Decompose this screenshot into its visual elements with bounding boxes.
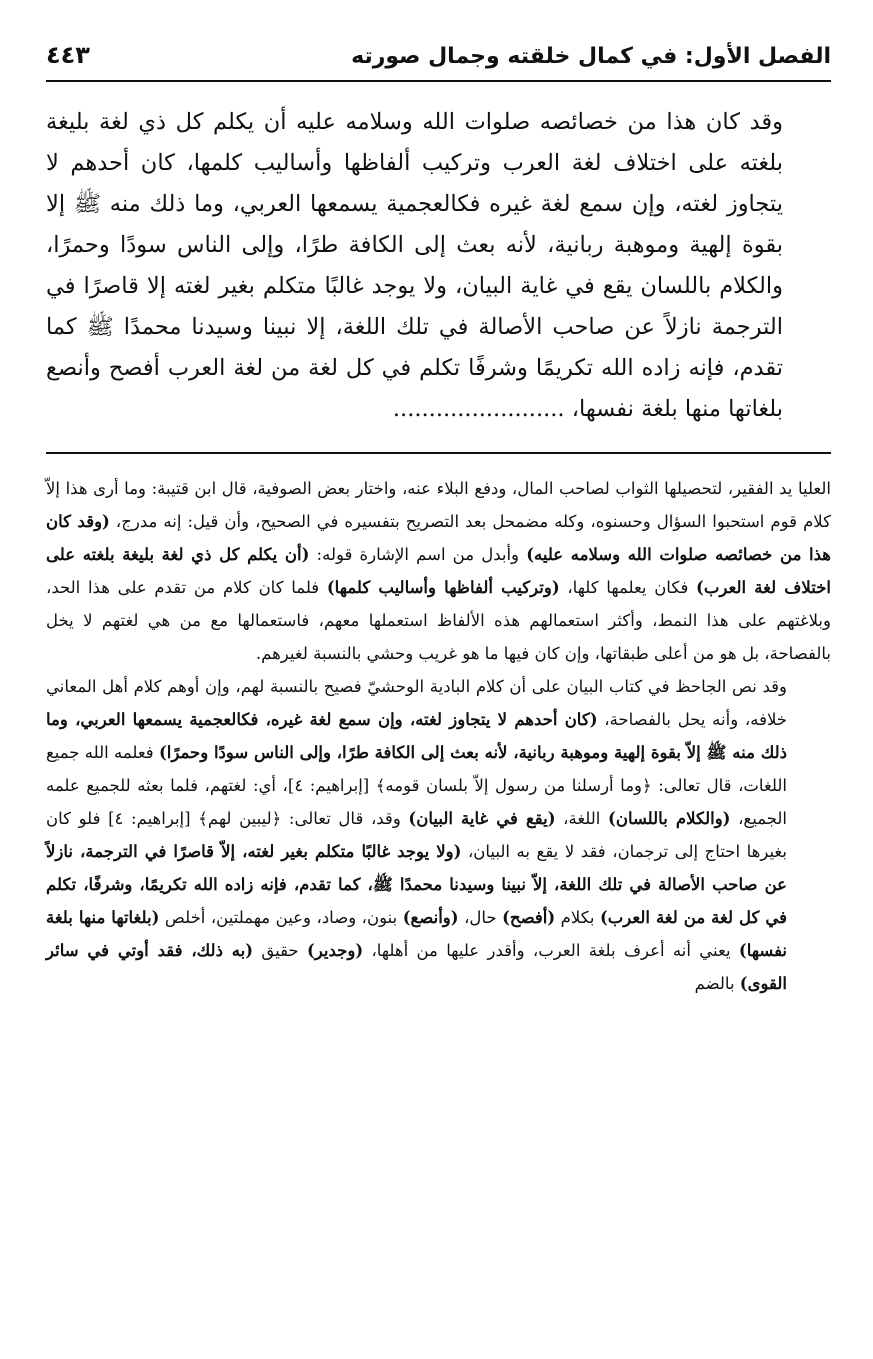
commentary-text-run: بنون، وصاد، وعين مهملتين، أخلص [159,908,403,927]
commentary-text-run: يعني أنه أعرف بلغة العرب، وأقدر عليها من أهلها، [363,941,739,960]
commentary-text-run: اللغة، [555,809,609,828]
page-header [46,30,831,82]
main-paragraph [46,102,831,430]
quoted-matn: (بلغاتها منها بلغة نفسها) [46,908,788,960]
commentary-text-run: العليا يد الفقير، لتحصيلها الثواب لصاحب المال، ودفع البلاء عنه، واختار بعض الصوفية، قال ابن قتيبة: وما أرى هذا إلاّ كلام قوم استحبوا السؤال وحسنوه، وكله مضمحل بعد التصريح بتفسيره في الصحيح، وأن قيل: إنه مدرج، [46,479,831,531]
quoted-matn: (به ذلك، فقد أوتي في سائر القوى) [46,941,787,993]
quoted-matn: (وقد كان هذا من خصائصه صلوات الله وسلامه عليه) [46,512,832,564]
commentary-text-run: فعلمه الله جميع اللغات، قال تعالى: ﴿وما أرسلنا من رسول إلاّ بلسان قومه﴾ [إبراهيم: ٤]، أي: لغتهم، فلما بعثه للجميع علمه الجميع، [46,743,787,828]
page-number: ٤٤٣ [46,41,90,69]
quoted-matn: (أفصح) [502,908,556,927]
commentary-text-run: فلما كان كلام من تقدم على هذا الحد، وبلاغتهم على هذا النمط، وأكثر استعمالهم هذه الألفاظ استعملها معهم، فاستعمالها مع من هي لغتهم لا يخل بالفصاحة، بل هو من أعلى طبقاتها، وإن كان فيها ما هو غريب وحشي بالنسبة لغيرهم. [46,578,831,663]
quoted-matn: (وتركيب ألفاظها وأساليب كلمها) [326,578,560,597]
main-text [46,102,831,430]
commentary-text-run: وقد نص الجاحظ في كتاب البيان على أن كلام البادية الوحشيّ فصيح بالنسبة لهم، وإن أوهم كلام أهل المعاني خلافه، وأنه يحل بالفصاحة، [46,677,788,729]
commentary-text-run: وقد، قال تعالى: ﴿ليبين لهم﴾ [إبراهيم: ٤] فلو كان بغيرها احتاج إلى ترجمان، فقد لا يقع به البيان، [46,809,787,861]
commentary-text-run: وأبدل من اسم الإشارة قوله: [309,545,527,564]
footnote-separator [46,452,831,454]
quoted-matn: (أن يكلم كل ذي لغة بليغة بلغته على اختلاف لغة العرب) [46,545,831,597]
commentary-text-run: فكان يعلمها كلها، [559,578,697,597]
quoted-matn: (وأنصع) [402,908,459,927]
main-paragraph-text: وقد كان هذا من خصائصه صلوات الله وسلامه عليه أن يكلم كل ذي لغة بليغة بلغته على اختلاف لغة العرب وتركيب ألفاظها وأساليب كلمها، كان أحدهم لا يتجاوز لغته، وإن سمع لغة غيره فكالعجمية يسمعها العربي، وما ذلك منه ﷺ إلا بقوة إلهية وموهبة ربانية، لأنه بعث إلى الكافة طرًا، وإلى الناس سودًا وحمرًا، والكلام باللسان يقع في غاية البيان، ولا يوجد غالبًا متكلم بغير لغته إلا قاصرًا في الترجمة نازلاً عن صاحب الأصالة في تلك اللغة، إلا نبينا وسيدنا محمدًا ﷺ كما تقدم، فإنه زاده الله تكريمًا وشرفًا تكلم في كل لغة من لغة العرب أفصح وأنصع بلغاتها منها بلغة نفسها، [46,109,783,422]
chapter-title: الفصل الأول: في كمال خلقته وجمال صورته [351,44,831,69]
quoted-matn: (وجدير) [306,941,364,960]
book-page [46,30,831,1000]
quoted-matn: (كان أحدهم لا يتجاوز لغته، وإن سمع لغة غيره، فكالعجمية يسمعها العربي، وما ذلك منه ﷺ إلاّ بقوة إلهية وموهبة ربانية، لأنه بعث إلى الكافة طرًا، وإلى الناس سودًا وحمرًا) [46,710,787,762]
quoted-matn: (يقع في غاية البيان) [408,809,556,828]
commentary-text [46,472,831,1000]
commentary-text-run: حقيق [253,941,307,960]
commentary-text-run: بالضم [694,974,740,993]
commentary-text-run: حال، [458,908,503,927]
quoted-matn: (ولا يوجد غالبًا متكلم بغير لغته، إلاّ قاصرًا في الترجمة، نازلاً عن صاحب الأصالة في تلك اللغة، إلاّ نبينا وسيدنا محمدًا ﷺ، كما تقدم، فإنه زاده الله تكريمًا، وشرفًا، تكلم في كل لغة من لغة العرب) [46,842,788,927]
commentary-text-run: بكلام [555,908,600,927]
ellipsis-dots: ........................ [392,396,565,422]
commentary-paragraph-1 [46,472,831,670]
commentary-paragraph-2 [46,670,831,1000]
quoted-matn: (والكلام باللسان) [608,809,731,828]
